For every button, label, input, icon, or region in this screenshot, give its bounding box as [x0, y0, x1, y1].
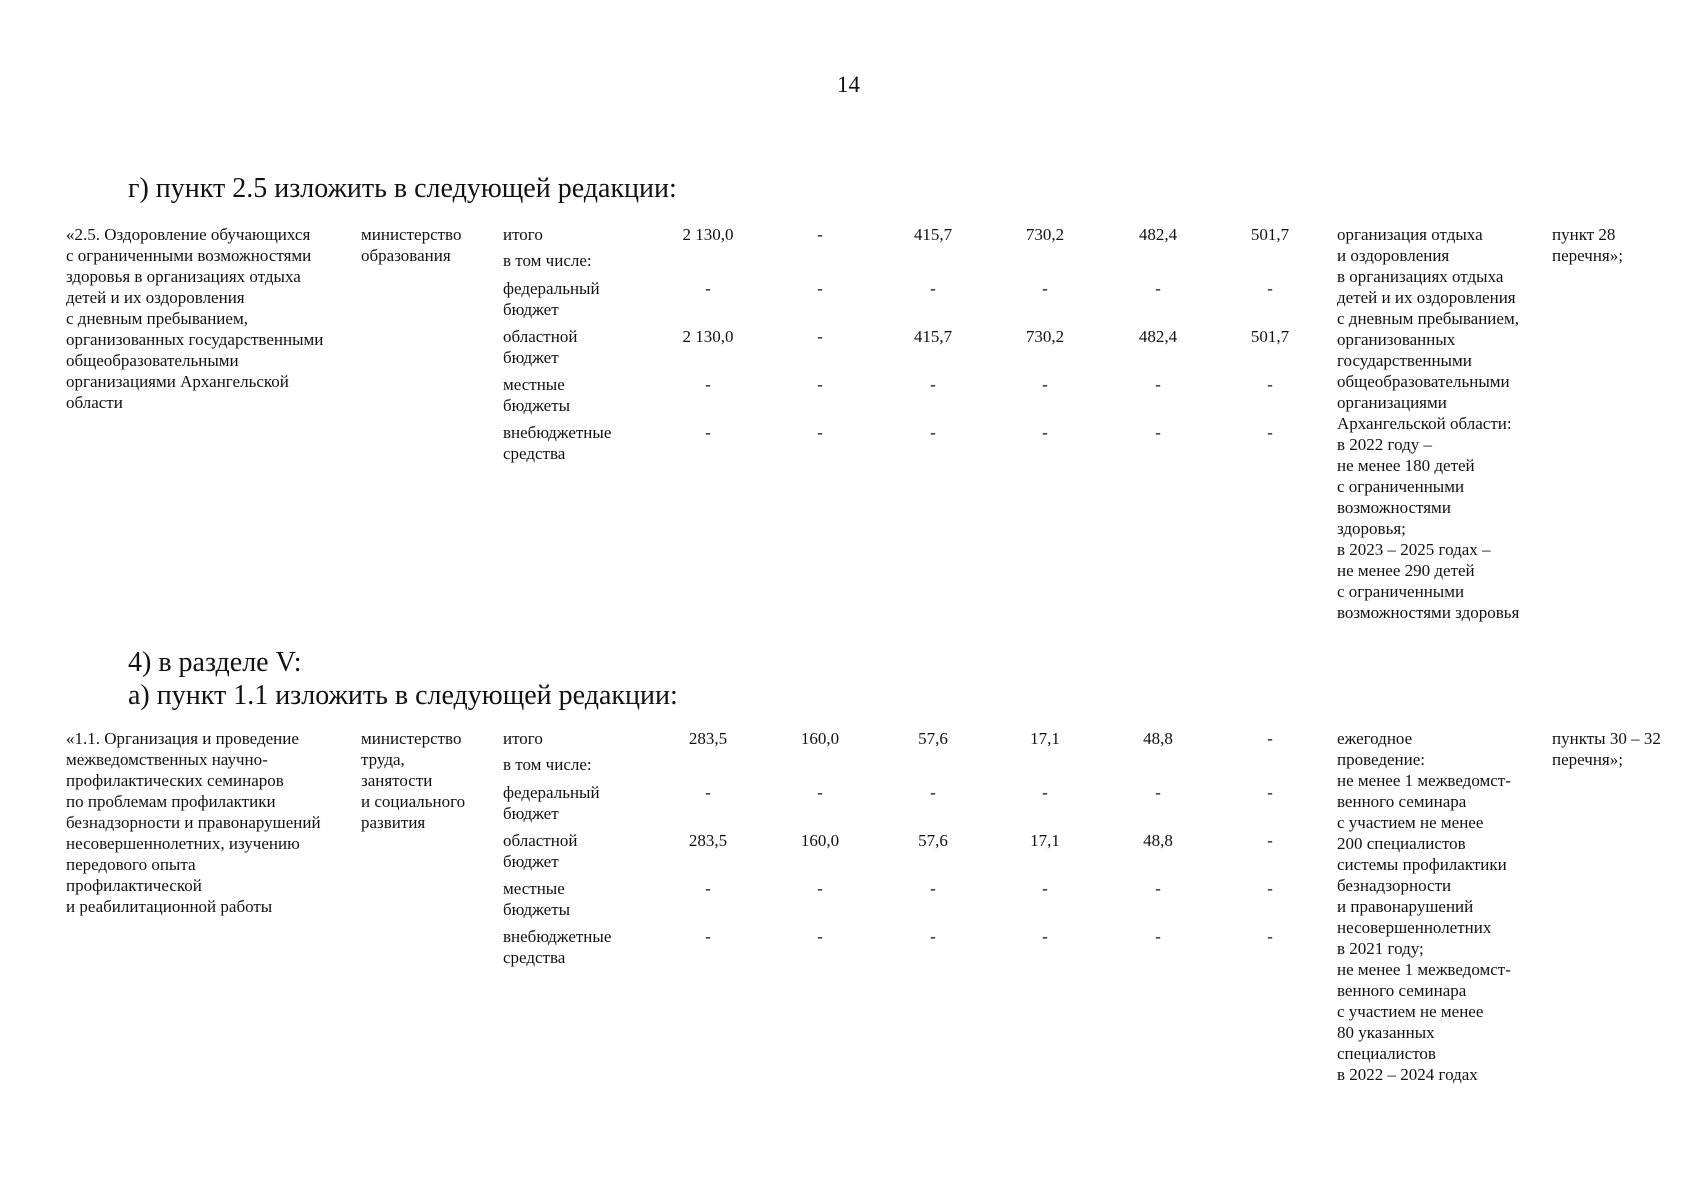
- funding-value: -: [930, 279, 936, 298]
- funding-source: внебюджетные средства: [503, 423, 612, 463]
- funding-source: итого: [503, 225, 543, 244]
- funding-value: -: [1267, 375, 1273, 394]
- funding-value: 730,2: [1025, 327, 1065, 346]
- funding-value: 501,7: [1250, 225, 1290, 244]
- funding-source: в том числе:: [503, 251, 592, 270]
- funding-value: -: [1042, 879, 1048, 898]
- funding-value: -: [1155, 375, 1161, 394]
- funding-value: -: [930, 423, 936, 442]
- funding-source: федеральный бюджет: [503, 783, 600, 823]
- funding-value: -: [705, 783, 711, 802]
- funding-value: -: [817, 927, 823, 946]
- funding-value: -: [1042, 423, 1048, 442]
- funding-value: 2 130,0: [682, 225, 734, 244]
- funding-value: -: [817, 327, 823, 346]
- funding-source: местные бюджеты: [503, 375, 571, 415]
- reference: пункт 28 перечня»;: [1552, 225, 1623, 265]
- executor: министерство образования: [361, 225, 462, 265]
- reference: пункты 30 – 32 перечня»;: [1552, 729, 1661, 769]
- funding-value: -: [817, 375, 823, 394]
- funding-value: 160,0: [800, 729, 840, 748]
- funding-value: -: [1267, 879, 1273, 898]
- funding-value: -: [1267, 423, 1273, 442]
- funding-value: 730,2: [1025, 225, 1065, 244]
- funding-value: -: [1267, 783, 1273, 802]
- funding-value: -: [1042, 783, 1048, 802]
- funding-value: 482,4: [1138, 225, 1178, 244]
- funding-value: -: [1267, 927, 1273, 946]
- funding-value: 283,5: [688, 729, 728, 748]
- funding-value: -: [1155, 783, 1161, 802]
- funding-value: -: [817, 225, 823, 244]
- expected-result: ежегодное проведение: не менее 1 межведомст- венного семинара с участием не менее 200 специалистов системы профилактики безнадзорности и правонарушений несовершеннолетних в 2021 году; не менее 1 межведомст- венного семинара с участием не менее 80 указанных специалистов в 2022 – 2024 годах: [1337, 729, 1511, 1084]
- funding-value: -: [930, 927, 936, 946]
- item-description: «2.5. Оздоровление обучающихся с ограниченными возможностями здоровья в организациях отдыха детей и их оздоровления с дневным пребыванием, организованных государственными общеобразовательными организациями Архангельской области: [66, 225, 324, 412]
- funding-source: итого: [503, 729, 543, 748]
- funding-value: -: [817, 423, 823, 442]
- funding-value: -: [1042, 279, 1048, 298]
- funding-source: областной бюджет: [503, 831, 578, 871]
- funding-value: -: [817, 783, 823, 802]
- funding-source: в том числе:: [503, 755, 592, 774]
- funding-value: -: [1267, 729, 1273, 748]
- funding-source: внебюджетные средства: [503, 927, 612, 967]
- funding-value: -: [705, 279, 711, 298]
- funding-value: 160,0: [800, 831, 840, 850]
- executor: министерство труда, занятости и социального развития: [361, 729, 466, 832]
- funding-source: областной бюджет: [503, 327, 578, 367]
- funding-value: -: [705, 423, 711, 442]
- funding-value: -: [1042, 927, 1048, 946]
- funding-value: -: [1155, 279, 1161, 298]
- funding-value: 501,7: [1250, 327, 1290, 346]
- section-heading-2-5: г) пункт 2.5 изложить в следующей редакции:: [128, 173, 677, 204]
- funding-value: -: [1155, 423, 1161, 442]
- funding-value: 17,1: [1030, 729, 1060, 748]
- expected-result: организация отдыха и оздоровления в организациях отдыха детей и их оздоровления с дневным пребыванием, организованных государственными общеобразовательными организациями Архангельской области: в 2022 году – не менее 180 детей с ограниченными возможностями здоровья; в 2023 – 2025 годах – не менее 290 детей с ограниченными возможностями здоровья: [1337, 225, 1520, 622]
- section-heading-4: 4) в разделе V:: [128, 647, 302, 678]
- funding-value: -: [705, 375, 711, 394]
- funding-value: 48,8: [1143, 831, 1173, 850]
- funding-value: -: [930, 879, 936, 898]
- funding-value: -: [817, 279, 823, 298]
- funding-value: 2 130,0: [682, 327, 734, 346]
- funding-value: 17,1: [1030, 831, 1060, 850]
- funding-source: федеральный бюджет: [503, 279, 600, 319]
- funding-value: -: [1042, 375, 1048, 394]
- funding-value: 48,8: [1143, 729, 1173, 748]
- funding-value: -: [1267, 831, 1273, 850]
- section-heading-1-1: а) пункт 1.1 изложить в следующей редакции:: [128, 680, 678, 711]
- page-number: 14: [837, 72, 860, 97]
- funding-value: 415,7: [913, 225, 953, 244]
- funding-value: -: [1155, 879, 1161, 898]
- funding-value: -: [705, 927, 711, 946]
- funding-value: -: [930, 375, 936, 394]
- funding-value: -: [930, 783, 936, 802]
- funding-value: -: [1267, 279, 1273, 298]
- funding-value: 57,6: [918, 729, 948, 748]
- funding-value: 482,4: [1138, 327, 1178, 346]
- funding-value: -: [817, 879, 823, 898]
- funding-value: 283,5: [688, 831, 728, 850]
- funding-source: местные бюджеты: [503, 879, 571, 919]
- funding-value: 415,7: [913, 327, 953, 346]
- item-description: «1.1. Организация и проведение межведомственных научно- профилактических семинаров по проблемам профилактики безнадзорности и правонарушений несовершеннолетних, изучению передового опыта профилактической и реабилитационной работы: [66, 729, 321, 916]
- funding-value: -: [705, 879, 711, 898]
- funding-value: -: [1155, 927, 1161, 946]
- funding-value: 57,6: [918, 831, 948, 850]
